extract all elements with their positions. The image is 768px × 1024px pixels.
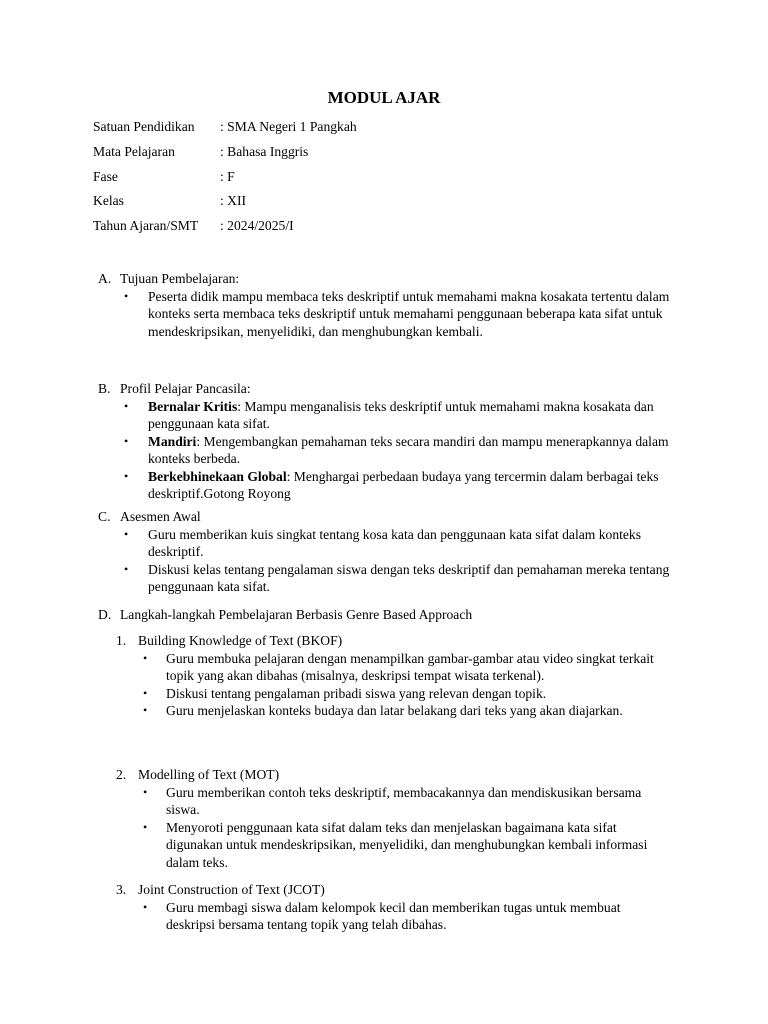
bullet-icon: • <box>124 398 129 413</box>
list-item <box>0 526 673 561</box>
bullet-list <box>0 784 768 872</box>
list-item <box>0 702 671 720</box>
bullet-icon: • <box>143 819 148 834</box>
bullet-icon: • <box>124 468 129 483</box>
step-bkof <box>0 632 768 720</box>
info-row <box>93 168 357 193</box>
step-marker: 3. <box>116 882 127 897</box>
info-row <box>93 143 357 168</box>
bullet-icon: • <box>124 526 129 541</box>
info-row <box>93 118 357 143</box>
list-item-text: Guru memberikan kuis singkat tentang kosa kata dan penggunaan kata sifat dalam konteks deskriptif. <box>148 526 642 559</box>
list-item-text: Guru membuka pelajaran dengan menampilkan gambar-gambar atau video singkat terkait topik yang akan dibahas (misalnya, deskripsi tempat wisata terkenal). <box>166 650 654 683</box>
section-marker: D. <box>98 607 112 622</box>
list-item <box>0 398 673 433</box>
list-item <box>0 468 673 503</box>
list-item <box>0 899 671 934</box>
step-jcot <box>0 881 768 934</box>
list-item <box>0 784 671 819</box>
info-row <box>93 192 357 217</box>
bullet-icon: • <box>124 561 129 576</box>
list-item-text: Guru menjelaskan konteks budaya dan latar belakang dari teks yang akan diajarkan. <box>166 703 623 718</box>
info-label: Kelas <box>93 193 124 209</box>
info-table <box>93 118 357 242</box>
section-marker: C. <box>98 509 111 524</box>
info-value: : 2024/2025/I <box>220 218 294 234</box>
list-item-text: Guru membagi siswa dalam kelompok kecil dan memberikan tugas untuk membuat deskripsi bersama tentang topik yang telah dibahas. <box>166 899 621 932</box>
info-value: : XII <box>220 193 247 209</box>
list-item-text: Diskusi tentang pengalaman pribadi siswa yang relevan dengan topik. <box>166 685 547 701</box>
step-heading-text: Joint Construction of Text (JCOT) <box>138 882 325 897</box>
list-item-term: Berkebhinekaan Global <box>148 468 287 484</box>
list-item <box>0 819 671 872</box>
list-item-text: Guru memberikan contoh teks deskriptif, membacakannya dan mendiskusikan bersama siswa. <box>166 784 642 817</box>
section-heading-text: Tujuan Pembelajaran: <box>120 271 240 286</box>
section-heading <box>0 508 768 526</box>
section-marker: A. <box>98 271 112 286</box>
bullet-icon: • <box>143 650 148 665</box>
section-profil <box>0 380 768 503</box>
step-heading-text: Modelling of Text (MOT) <box>138 767 280 782</box>
document-title: MODUL AJAR <box>327 88 441 107</box>
list-item-text: : Menghargai perbedaan budaya yang tercermin dalam berbagai teks deskriptif.Gotong Royong <box>148 468 659 501</box>
list-item <box>0 288 673 341</box>
list-item-text: : Mengembangkan pemahaman teks secara mandiri dan mampu menerapkannya dalam konteks berbeda. <box>148 433 669 466</box>
bullet-icon: • <box>143 685 148 700</box>
step-marker: 2. <box>116 767 127 782</box>
info-label: Mata Pelajaran <box>93 143 175 159</box>
bullet-icon: • <box>143 899 148 914</box>
list-item <box>0 650 671 685</box>
section-langkah <box>0 606 768 624</box>
section-heading <box>0 606 768 624</box>
step-heading <box>0 881 768 899</box>
list-item-text: Diskusi kelas tentang pengalaman siswa dengan teks deskriptif dan pemahaman mereka tentang penggunaan kata sifat. <box>148 561 670 594</box>
info-label: Fase <box>93 168 118 184</box>
bullet-list <box>0 398 768 503</box>
list-item <box>0 561 673 596</box>
step-heading <box>0 766 768 784</box>
list-item <box>0 433 673 468</box>
list-item-term: Bernalar Kritis <box>148 398 238 414</box>
step-heading-text: Building Knowledge of Text (BKOF) <box>138 633 343 648</box>
list-item <box>0 685 671 703</box>
info-label: Tahun Ajaran/SMT <box>93 218 199 234</box>
list-item-text: : Mampu menganalisis teks deskriptif untuk memahami makna kosakata dan penggunaan kata sifat. <box>148 398 654 431</box>
bullet-list <box>0 526 768 596</box>
info-value: : SMA Negeri 1 Pangkah <box>220 119 357 134</box>
list-item-text: Menyoroti penggunaan kata sifat dalam teks dan menjelaskan bagaimana kata sifat digunakan untuk mendeskripsikan, menyelidiki, dan menghubungkan kembali informasi dalam teks. <box>166 819 648 870</box>
section-tujuan <box>0 270 768 340</box>
section-heading-text: Profil Pelajar Pancasila: <box>120 381 251 396</box>
section-heading-text: Asesmen Awal <box>120 509 201 524</box>
bullet-icon: • <box>143 784 148 799</box>
info-value: : F <box>220 168 235 184</box>
section-heading <box>0 270 768 288</box>
bullet-icon: • <box>124 433 129 448</box>
bullet-icon: • <box>124 288 129 303</box>
section-heading <box>0 380 768 398</box>
info-value: : Bahasa Inggris <box>220 143 309 159</box>
section-asesmen <box>0 508 768 596</box>
step-heading <box>0 632 768 650</box>
section-marker: B. <box>98 381 111 396</box>
step-marker: 1. <box>116 633 127 648</box>
bullet-list <box>0 899 768 934</box>
info-label: Satuan Pendidikan <box>93 119 195 134</box>
bullet-list <box>0 650 768 720</box>
list-item-text: Peserta didik mampu membaca teks deskriptif untuk memahami makna kosakata tertentu dalam konteks serta membaca teks deskriptif untuk memahami penggunaan beberapa kata sifat untuk mendeskripsikan, menyelidiki, dan menghubungkan kembali. <box>148 288 670 339</box>
list-item-term: Mandiri <box>148 433 197 449</box>
bullet-icon: • <box>143 703 148 717</box>
step-mot <box>0 766 768 871</box>
info-row <box>93 217 357 242</box>
section-heading-text: Langkah-langkah Pembelajaran Berbasis Genre Based Approach <box>120 607 473 622</box>
bullet-list <box>0 288 768 341</box>
